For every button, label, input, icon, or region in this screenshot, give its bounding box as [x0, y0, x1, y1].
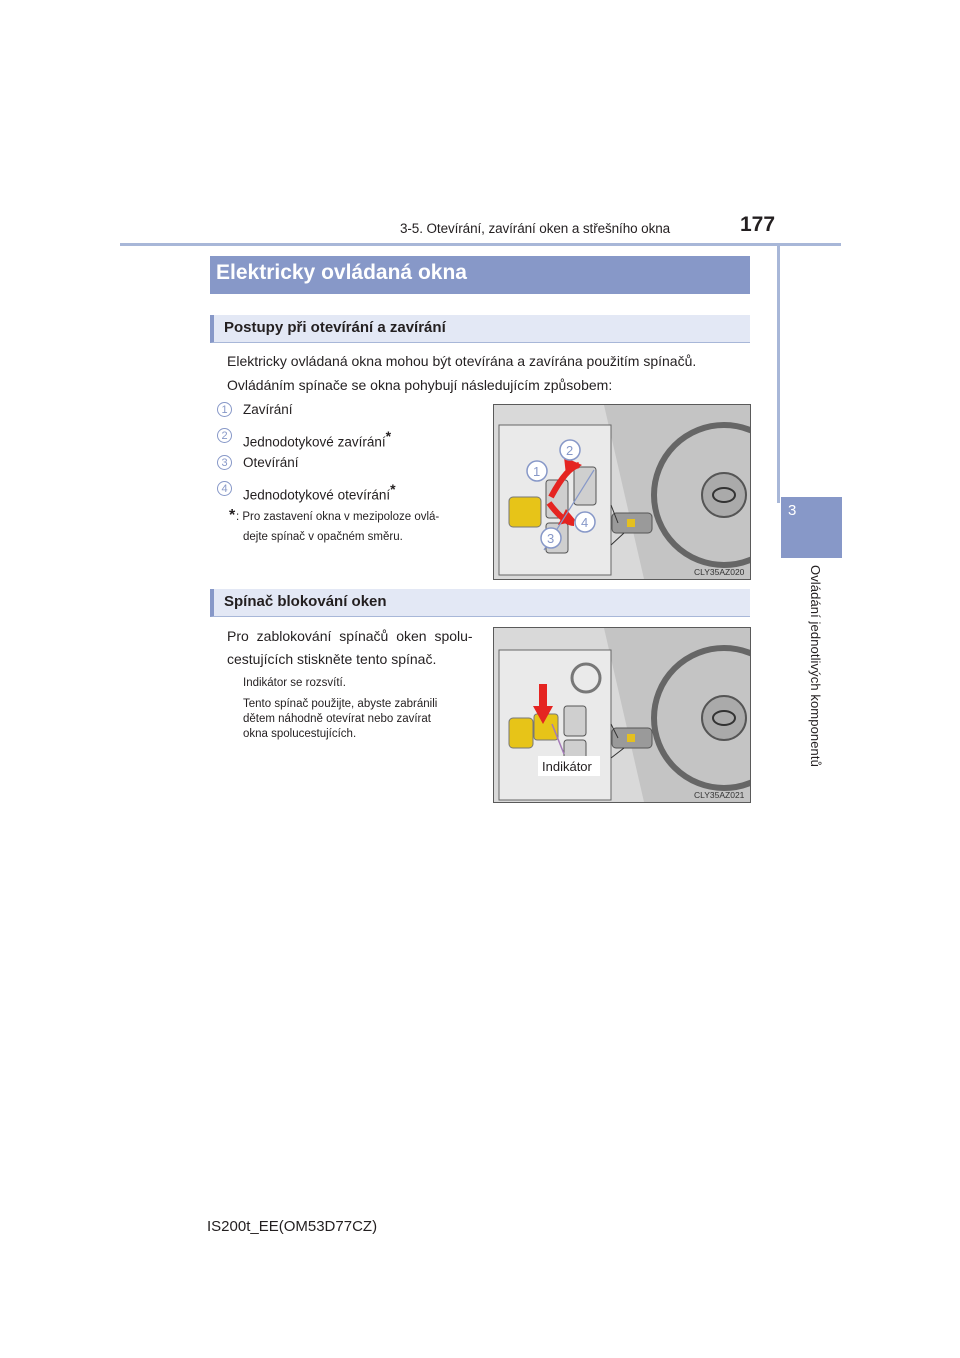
- list-item-label: Zavírání: [243, 402, 293, 417]
- window-switch-illustration: [494, 405, 750, 579]
- lock-text-1: Pro zablokování spínačů oken spolu-: [227, 628, 473, 644]
- page-number: 177: [740, 213, 776, 236]
- intro-text-2: Ovládáním spínače se okna pohybují následujícím způsobem:: [227, 377, 613, 393]
- list-item-label: Jednodotykové otevírání*: [243, 481, 396, 503]
- footnote-star: *: [390, 481, 396, 497]
- callout-2: 2: [566, 443, 574, 458]
- footnote-star: *: [385, 428, 392, 444]
- lock-note-3: dětem náhodně otevírat nebo zavírat: [243, 713, 431, 725]
- lock-text-2: cestujících stiskněte tento spínač.: [227, 651, 437, 667]
- footer-doc-code: IS200t_EE(OM53D77CZ): [207, 1218, 378, 1235]
- callout-3: 3: [547, 531, 555, 546]
- footnote-text-2: dejte spínač v opačném směru.: [243, 531, 403, 543]
- main-heading: Elektricky ovládaná okna: [210, 256, 750, 294]
- intro-text-1: Elektricky ovládaná okna mohou být otevírána a zavírána použitím spínačů.: [227, 353, 697, 369]
- chapter-tab: 3: [781, 497, 842, 558]
- callout-4: 4: [581, 515, 589, 530]
- figure-code: CLY35AZ020: [694, 567, 745, 577]
- list-item-label: Otevírání: [243, 455, 299, 470]
- lock-switch-illustration: [494, 628, 750, 802]
- step-number-icon: 2: [217, 428, 232, 443]
- chapter-title: Ovládání jednotlivých komponentů: [808, 565, 823, 767]
- step-number-icon: 4: [217, 481, 232, 496]
- list-item-label: Jednodotykové zavírání*: [243, 428, 392, 450]
- window-switch-figure: [493, 404, 751, 580]
- lock-note-4: okna spolucestujících.: [243, 728, 357, 740]
- lock-note-1: Indikátor se rozsvítí.: [243, 677, 346, 689]
- footnote-text: : Pro zastavení okna v mezipoloze ovlá-: [236, 511, 440, 523]
- side-rule: [777, 243, 780, 503]
- indicator-label: Indikátor: [542, 759, 592, 774]
- footnote-mark: *: [229, 507, 236, 524]
- section-heading-operation: Postupy při otevírání a zavírání: [210, 315, 750, 343]
- lock-switch-figure: [493, 627, 751, 803]
- lock-note-2: Tento spínač použijte, abyste zabránili: [243, 698, 438, 710]
- callout-1: 1: [533, 464, 541, 479]
- figure-code: CLY35AZ021: [694, 790, 745, 800]
- step-number-icon: 1: [217, 402, 232, 417]
- running-header: 3-5. Otevírání, zavírání oken a střešního okna: [400, 221, 671, 236]
- step-number-icon: 3: [217, 455, 232, 470]
- header-rule: [120, 243, 841, 246]
- section-heading-lock-switch: Spínač blokování oken: [210, 589, 750, 617]
